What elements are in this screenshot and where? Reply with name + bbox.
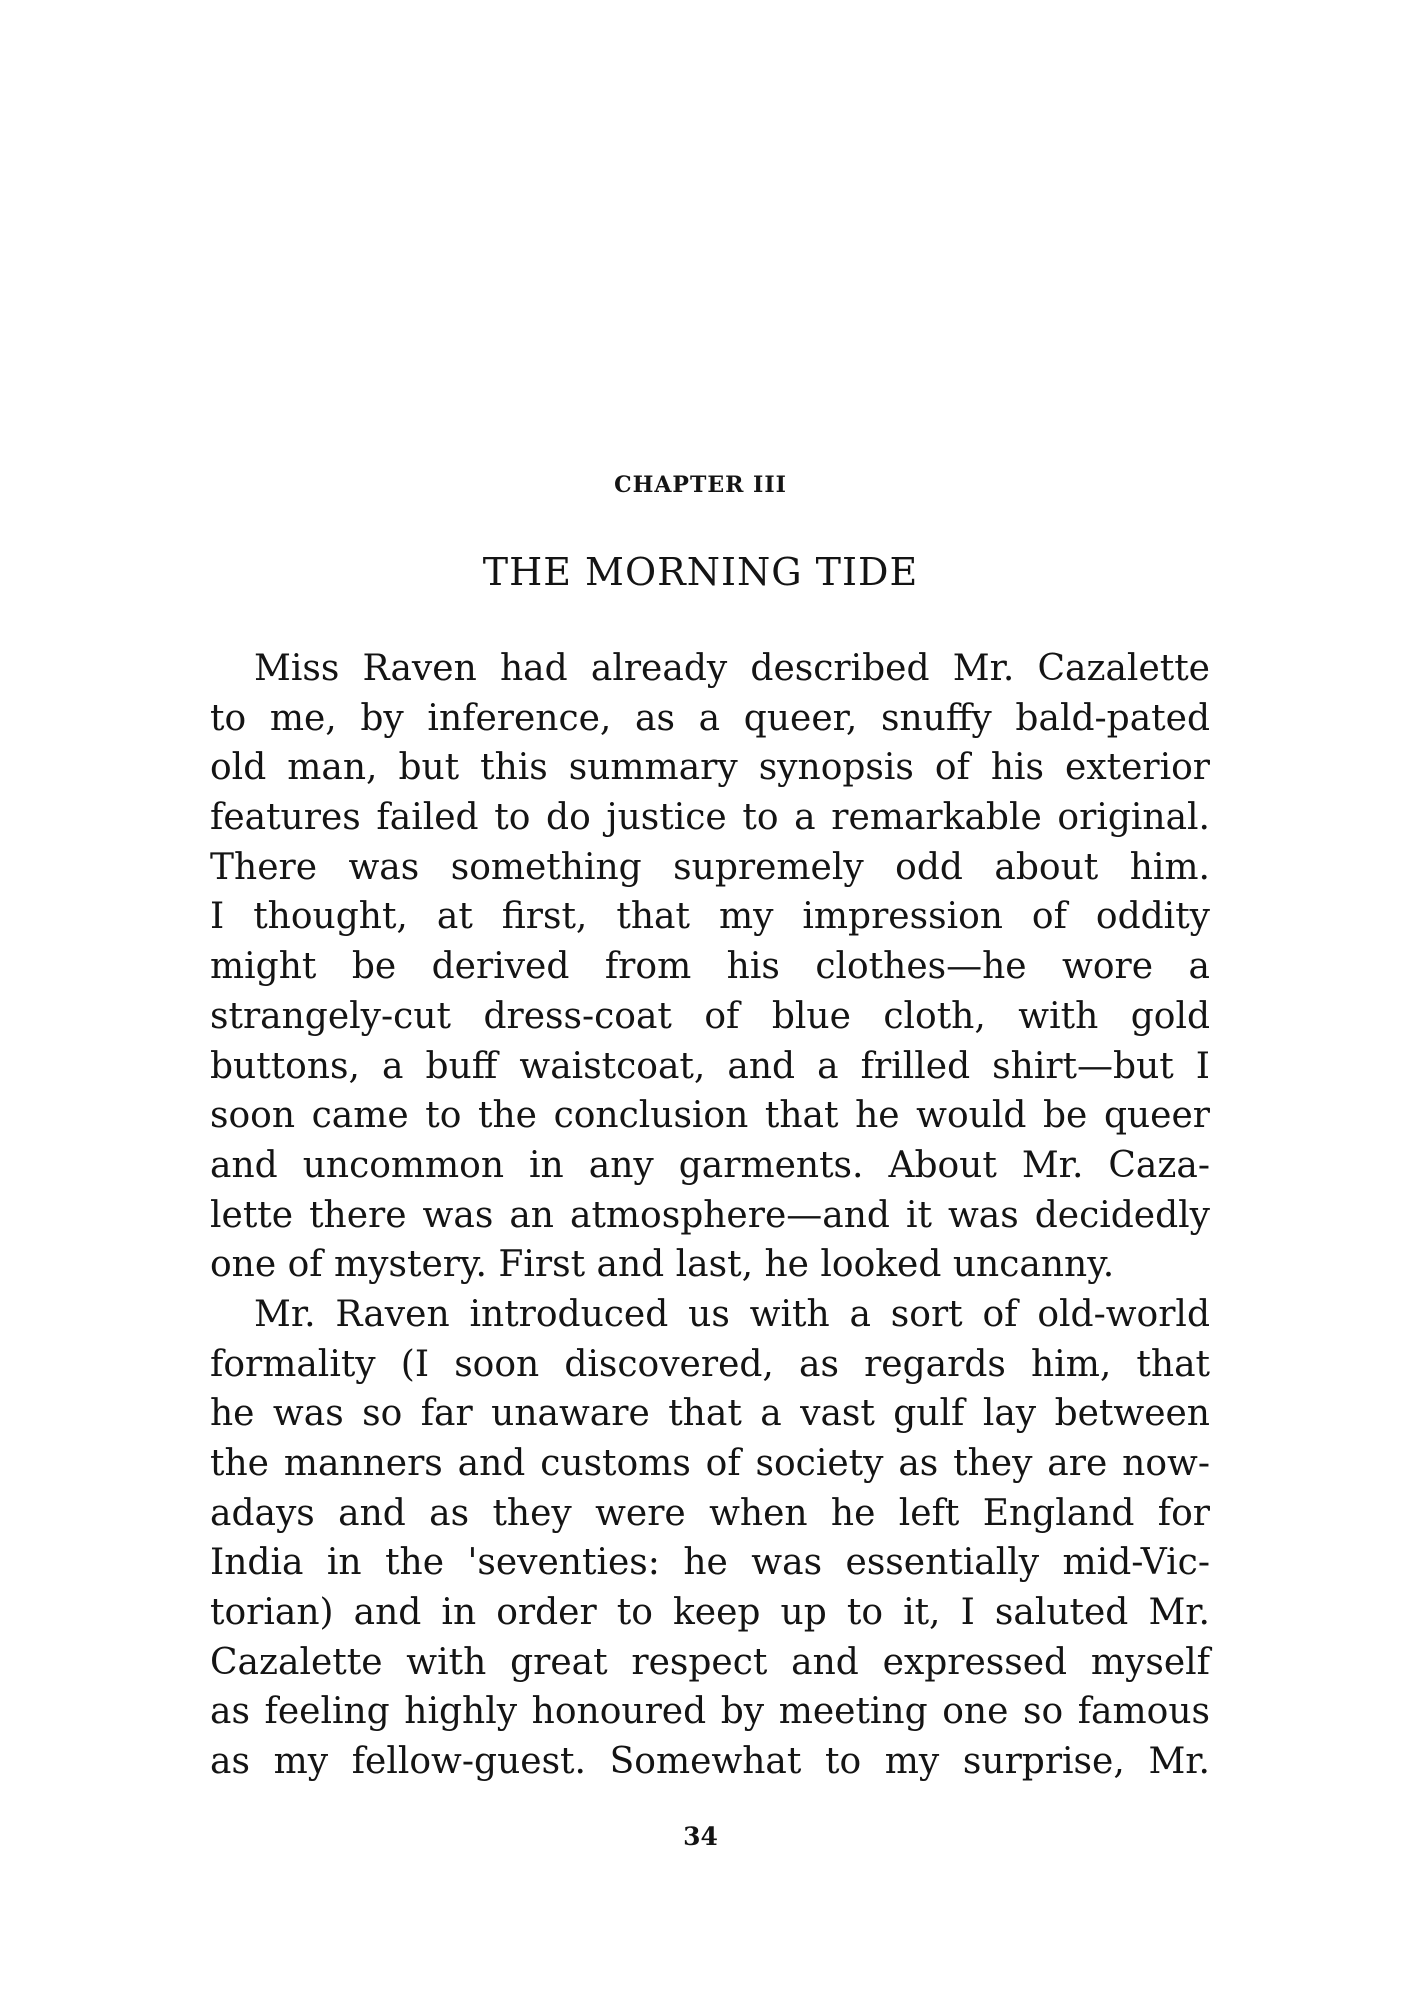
chapter-label: CHAPTER III: [614, 472, 787, 498]
text-line: to me, by inference, as a queer, snuffy bald-pated: [210, 697, 1210, 739]
text-line: features failed to do justice to a remarkable original.: [210, 797, 1210, 839]
chapter-title: THE MORNING TIDE: [482, 550, 919, 594]
text-line: lette there was an atmosphere—and it was decidedly: [210, 1194, 1210, 1236]
text-line: There was something supremely odd about him.: [210, 846, 1210, 888]
text-line: the manners and customs of society as they are now-: [210, 1443, 1210, 1484]
body-text: [210, 644, 1210, 1787]
text-line: might be derived from his clothes—he wore a: [210, 946, 1210, 988]
text-line: adays and as they were when he left England for: [210, 1492, 1210, 1534]
text-line: I thought, at first, that my impression of oddity: [210, 896, 1210, 938]
text-line: soon came to the conclusion that he would be queer: [210, 1095, 1210, 1137]
text-line: and uncommon in any garments. About Mr. Caza-: [210, 1144, 1210, 1186]
text-line: formality (I soon discovered, as regards him, that: [210, 1343, 1210, 1385]
text-line: strangely-cut dress-coat of blue cloth, with gold: [210, 995, 1210, 1037]
text-line: Miss Raven had already described Mr. Cazalette: [254, 648, 1210, 689]
text-line: one of mystery. First and last, he looked uncanny.: [210, 1244, 1115, 1286]
text-line: as feeling highly honoured by meeting one so famous: [210, 1691, 1210, 1733]
text-line: buttons, a buff waistcoat, and a frilled shirt—but I: [210, 1045, 1210, 1087]
text-line: old man, but this summary synopsis of his exterior: [210, 747, 1210, 789]
text-line: he was so far unaware that a vast gulf lay between: [210, 1393, 1210, 1435]
text-line: Mr. Raven introduced us with a sort of old-world: [254, 1293, 1210, 1335]
text-line: as my fellow-guest. Somewhat to my surprise, Mr.: [210, 1741, 1210, 1783]
text-line: Cazalette with great respect and expressed myself: [210, 1641, 1210, 1683]
page-number: 34: [683, 1822, 718, 1851]
text-line: torian) and in order to keep up to it, I saluted Mr.: [210, 1592, 1210, 1634]
text-line: India in the 'seventies: he was essentially mid-Vic-: [210, 1542, 1210, 1584]
